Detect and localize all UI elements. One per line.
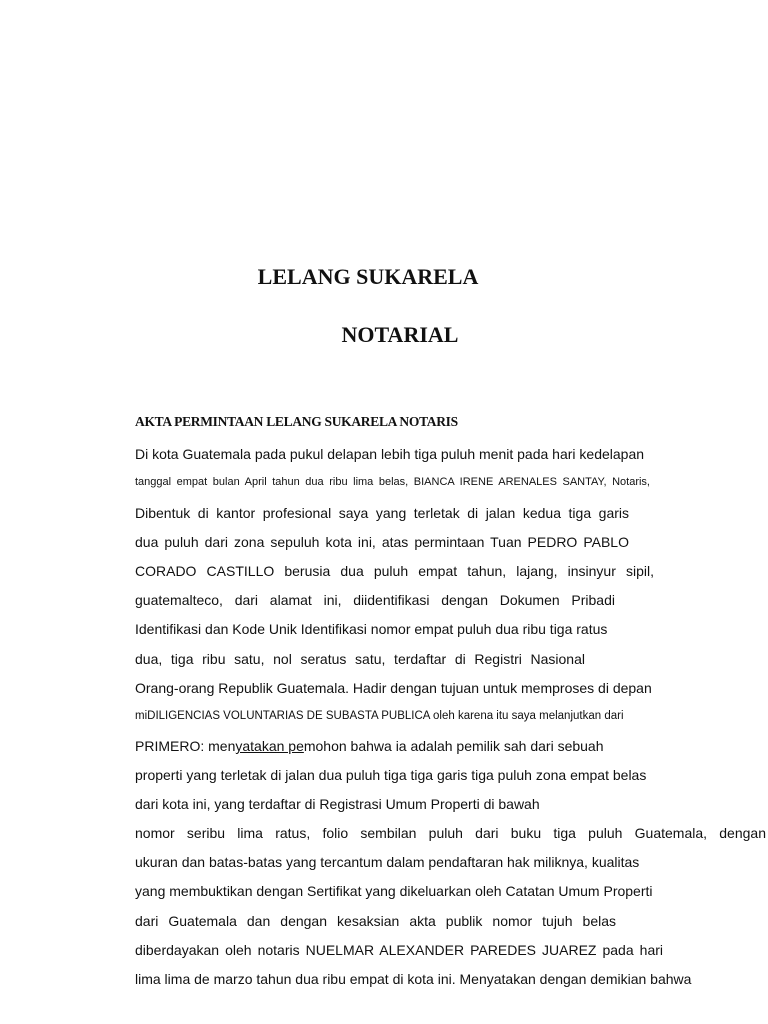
text-line-14: nomor seribu lima ratus, folio sembilan puluh dari buku tiga puluh Guatemala, dengan [135, 825, 766, 841]
text-line-13: dari kota ini, yang terdaftar di Registrasi Umum Properti di bawah [135, 796, 540, 812]
primero-part1: PRIMERO: men [135, 738, 236, 754]
text-line-16: yang membuktikan dengan Sertifikat yang dikeluarkan oleh Catatan Umum Properti [135, 883, 653, 899]
text-line-primero [135, 737, 604, 755]
text-line-3: Dibentuk di kantor profesional saya yang terletak di jalan kedua tiga garis [135, 505, 629, 521]
document-title-line2: NOTARIAL [341, 322, 459, 347]
text-line-12: properti yang terletak di jalan dua puluh tiga tiga garis tiga puluh zona empat belas [135, 767, 647, 783]
primero-part2: yatakan pe [235, 738, 304, 754]
text-line-4: dua puluh dari zona sepuluh kota ini, atas permintaan Tuan PEDRO PABLO [135, 534, 629, 550]
document-title-line1: LELANG SUKARELA [257, 264, 479, 289]
text-line-18: diberdayakan oleh notaris NUELMAR ALEXANDER PAREDES JUAREZ pada hari [135, 942, 663, 958]
text-line-15: ukuran dan batas-batas yang tercantum dalam pendaftaran hak miliknya, kualitas [135, 854, 640, 870]
text-line-19: lima lima de marzo tahun dua ribu empat di kota ini. Menyatakan dengan demikian bahwa [135, 971, 692, 987]
text-line-10: miDILIGENCIAS VOLUNTARIAS DE SUBASTA PUBLICA oleh karena itu saya melanjutkan dari [135, 710, 624, 722]
text-line-2: tanggal empat bulan April tahun dua ribu lima belas, BIANCA IRENE ARENALES SANTAY, Notaris, [135, 476, 650, 488]
text-line-6: guatemalteco, dari alamat ini, diidentifikasi dengan Dokumen Pribadi [135, 592, 615, 608]
text-line-9: Orang-orang Republik Guatemala. Hadir dengan tujuan untuk memproses di depan [135, 680, 652, 696]
text-line-8: dua, tiga ribu satu, nol seratus satu, terdaftar di Registri Nasional [135, 651, 585, 667]
primero-part3: mohon bahwa ia adalah pemilik sah dari sebuah [303, 738, 604, 754]
text-line-1: Di kota Guatemala pada pukul delapan lebih tiga puluh menit pada hari kedelapan [135, 446, 645, 462]
text-line-7: Identifikasi dan Kode Unik Identifikasi nomor empat puluh dua ribu tiga ratus [135, 621, 608, 637]
section-heading: AKTA PERMINTAAN LELANG SUKARELA NOTARIS [135, 414, 458, 429]
text-line-17: dari Guatemala dan dengan kesaksian akta publik nomor tujuh belas [135, 913, 616, 929]
text-line-5: CORADO CASTILLO berusia dua puluh empat tahun, lajang, insinyur sipil, [135, 563, 654, 579]
